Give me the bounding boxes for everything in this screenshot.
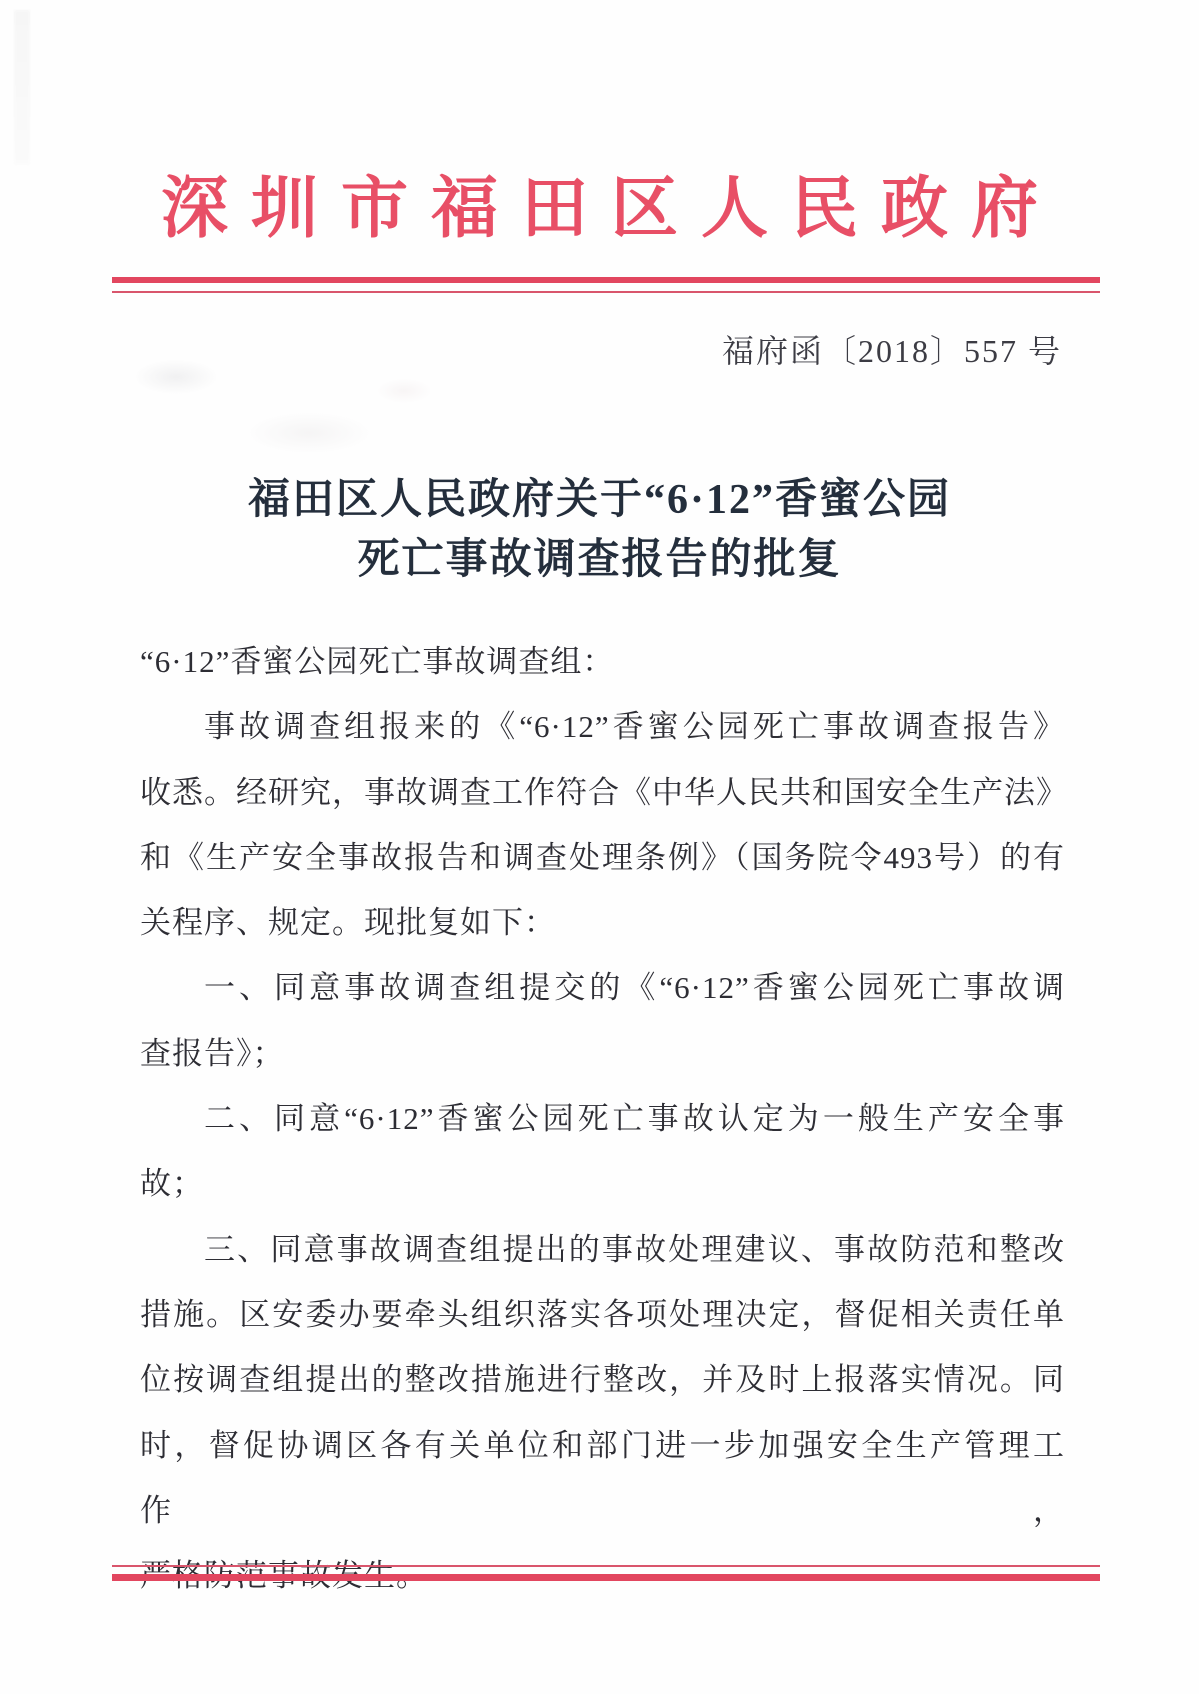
body-text-line: “6·12”香蜜公园死亡事故调查组： xyxy=(140,644,615,679)
document-title-line2: 死亡事故调查报告的批复 xyxy=(357,537,842,583)
body-text-line: 故； xyxy=(140,1166,204,1202)
body-text-line: 事故调查组报来的《“6·12”香蜜公园死亡事故调查报告》 xyxy=(204,709,1065,745)
body-text-line: 查报告》； xyxy=(140,1035,285,1071)
document-body xyxy=(140,629,1068,1608)
body-text-line: 收悉。经研究，事故调查工作符合《中华人民共和国安全生产法》 xyxy=(140,774,1068,810)
divider-top-thin xyxy=(112,291,1100,293)
divider-bottom-thick xyxy=(112,1574,1100,1581)
body-text-line: 一、同意事故调查组提交的《“6·12”香蜜公园死亡事故调 xyxy=(204,970,1065,1006)
body-text-line: 三、同意事故调查组提出的事故处理建议、事故防范和整改 xyxy=(204,1231,1065,1267)
body-text-line: 关程序、规定。现批复如下： xyxy=(140,905,556,941)
document-number: 福府函〔2018〕557 号 xyxy=(721,333,1062,369)
scan-artifact-streak xyxy=(14,10,30,165)
divider-top-thick xyxy=(112,277,1100,283)
divider-bottom-thin xyxy=(112,1565,1100,1567)
letterhead-title: 深圳市福田区人民政府 xyxy=(161,172,1061,246)
body-text-line: 措施。区安委办要牵头组织落实各项处理决定，督促相关责任单 xyxy=(140,1296,1065,1332)
body-text-line: 时，督促协调区各有关单位和部门进一步加强安全生产管理工作， xyxy=(140,1427,1065,1528)
document-title xyxy=(0,470,1199,590)
body-text-line: 二、同意“6·12”香蜜公园死亡事故认定为一般生产安全事 xyxy=(204,1101,1065,1137)
body-text-line: 和《生产安全事故报告和调查处理条例》（国务院令493号）的有 xyxy=(140,839,1065,875)
body-text-line: 位按调查组提出的整改措施进行整改，并及时上报落实情况。同 xyxy=(140,1362,1065,1398)
document-title-line1: 福田区人民政府关于“6·12”香蜜公园 xyxy=(247,477,951,523)
